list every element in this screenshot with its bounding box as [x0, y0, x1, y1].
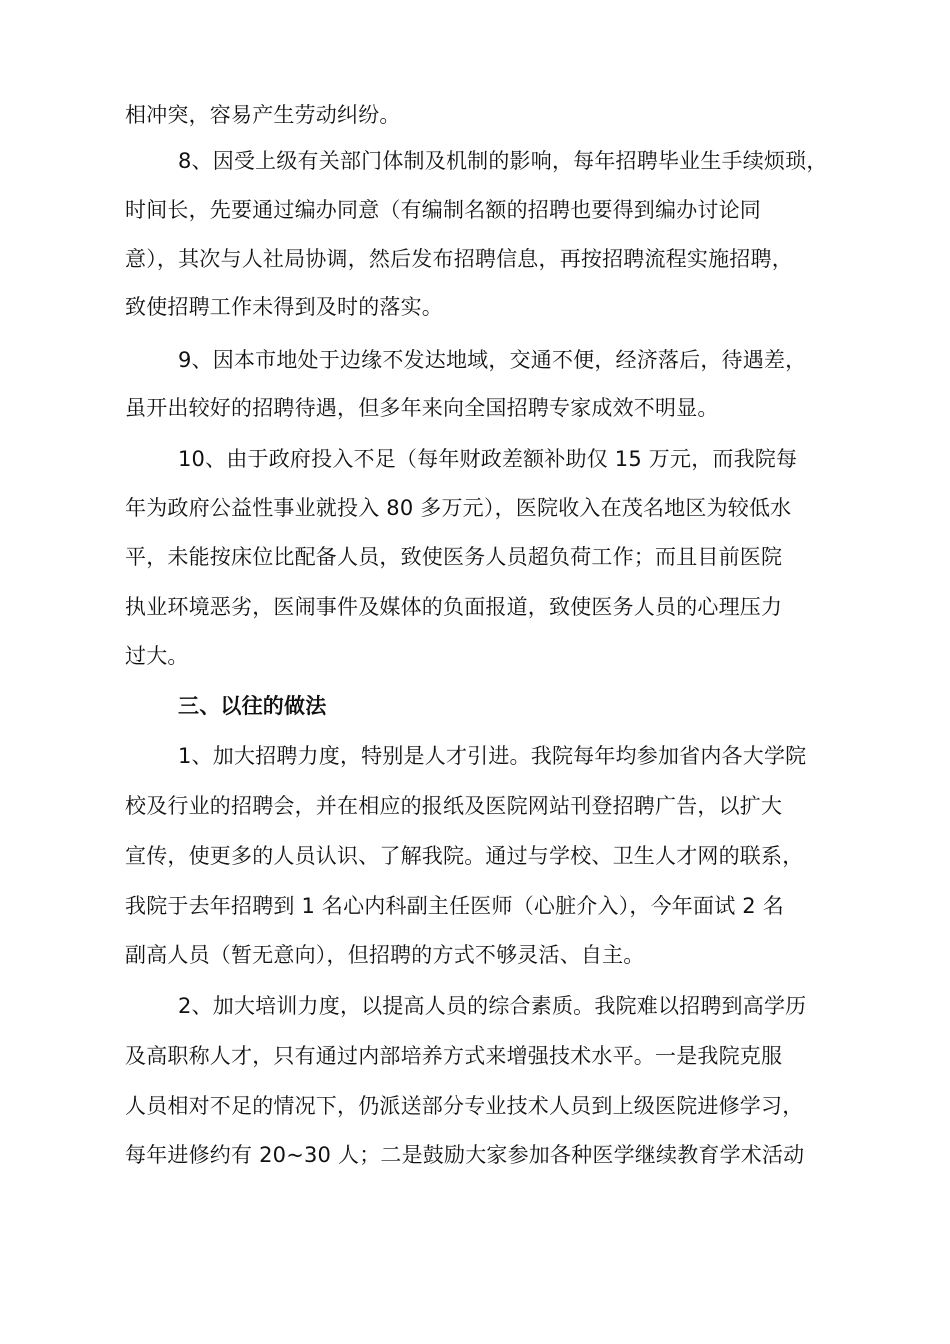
text-line: 相冲突，容易产生劳动纠纷。 [125, 103, 401, 127]
text-line: 副高人员（暂无意向），但招聘的方式不够灵活、自主。 [125, 943, 645, 967]
section-heading: 三、以往的做法 [178, 694, 327, 718]
text-line: 及高职称人才，只有通过内部培养方式来增强技术水平。一是我院克服 [125, 1044, 783, 1068]
text-line: 2、加大培训力度，以提高人员的综合素质。我院难以招聘到高学历 [178, 994, 807, 1018]
text-line: 人员相对不足的情况下，仍派送部分专业技术人员到上级医院进修学习， [125, 1094, 804, 1118]
text-line: 年为政府公益性事业就投入 80 多万元），医院收入在茂名地区为较低水 [125, 496, 792, 520]
text-line: 虽开出较好的招聘待遇，但多年来向全国招聘专家成效不明显。 [125, 396, 719, 420]
text-line: 宣传，使更多的人员认识、了解我院。通过与学校、卫生人才网的联系， [125, 844, 804, 868]
text-line: 1、加大招聘力度，特别是人才引进。我院每年均参加省内各大学院 [178, 744, 807, 768]
text-line: 校及行业的招聘会，并在相应的报纸及医院网站刊登招聘广告，以扩大 [125, 794, 783, 818]
text-line: 致使招聘工作未得到及时的落实。 [125, 295, 443, 319]
text-line: 8、因受上级有关部门体制及机制的影响，每年招聘毕业生手续烦琐， [178, 149, 828, 173]
text-line: 我院于去年招聘到 1 名心内科副主任医师（心脏介入），今年面试 2 名 [125, 894, 784, 918]
text-line: 执业环境恶劣，医闹事件及媒体的负面报道，致使医务人员的心理压力 [125, 595, 783, 619]
text-line: 时间长，先要通过编办同意（有编制名额的招聘也要得到编办讨论同 [125, 198, 761, 222]
text-line: 平，未能按床位比配备人员，致使医务人员超负荷工作；而且目前医院 [125, 545, 783, 569]
text-line: 9、因本市地处于边缘不发达地域，交通不便，经济落后，待遇差， [178, 348, 807, 372]
text-line: 10、由于政府投入不足（每年财政差额补助仅 15 万元，而我院每 [178, 447, 798, 471]
text-line: 每年进修约有 20~30 人；二是鼓励大家参加各种医学继续教育学术活动 [125, 1143, 805, 1167]
text-line: 过大。 [125, 644, 189, 668]
text-line: 意），其次与人社局协调，然后发布招聘信息，再按招聘流程实施招聘， [125, 247, 793, 271]
